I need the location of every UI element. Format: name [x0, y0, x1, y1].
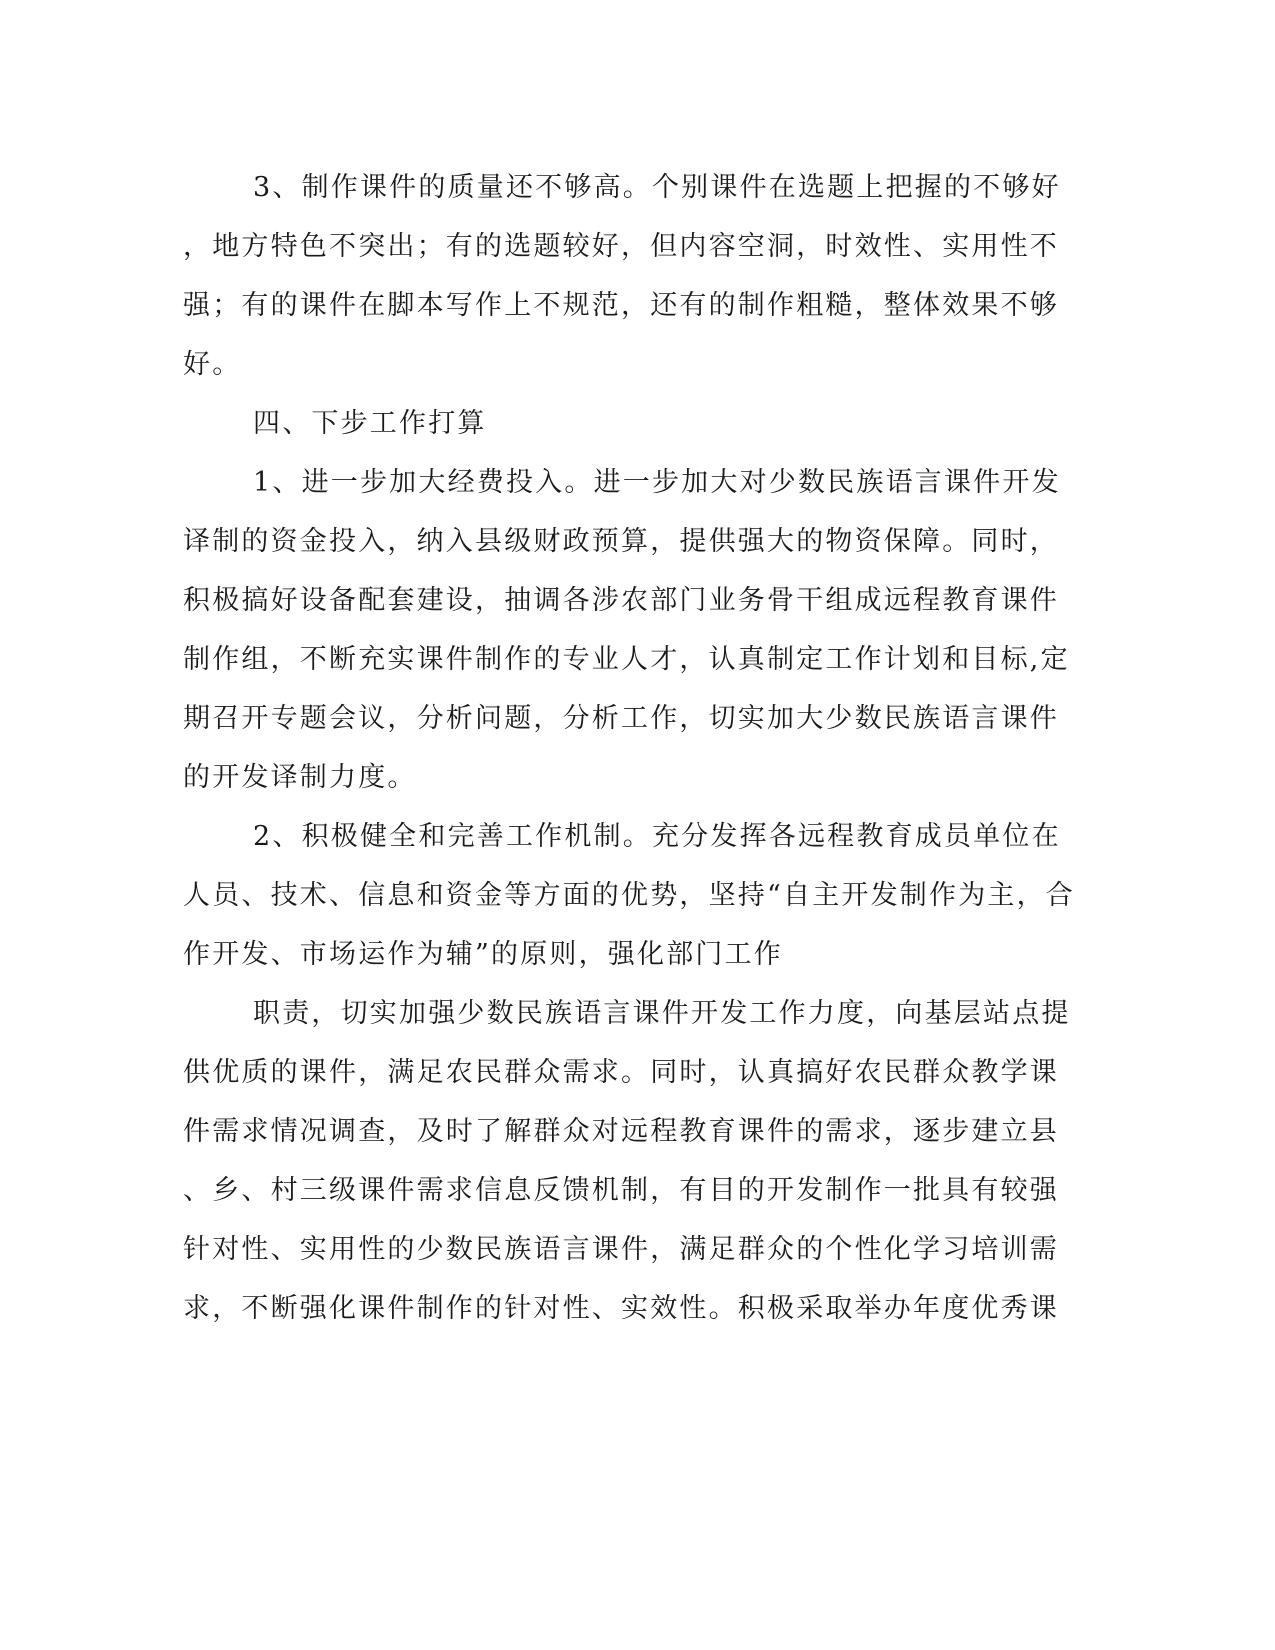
item-2-cont-line-3: 件需求情况调查，及时了解群众对远程教育课件的需求，逐步建立县 — [183, 1116, 1059, 1147]
item-1-line-2: 译制的资金投入，纳入县级财政预算，提供强大的物资保障。同时， — [183, 526, 1059, 557]
paragraph-3-line-3: 强；有的课件在脚本写作上不规范，还有的制作粗糙，整体效果不够 — [183, 290, 1059, 321]
section-heading: 四、下步工作打算 — [253, 408, 487, 439]
item-2-cont-line-6: 求，不断强化课件制作的针对性、实效性。积极采取举办年度优秀课 — [183, 1293, 1059, 1324]
item-2-line-1: 2、积极健全和完善工作机制。充分发挥各远程教育成员单位在 — [253, 821, 1061, 852]
item-2-line-2: 人员、技术、信息和资金等方面的优势，坚持“自主开发制作为主，合 — [183, 880, 1076, 911]
document-body — [183, 158, 1076, 1338]
item-1-line-4: 制作组，不断充实课件制作的专业人才，认真制定工作计划和目标,定 — [183, 644, 1070, 675]
item-1-line-5: 期召开专题会议，分析问题，分析工作，切实加大少数民族语言课件 — [183, 703, 1059, 734]
item-2-cont-line-4: 、乡、村三级课件需求信息反馈机制，有目的开发制作一批具有较强 — [183, 1175, 1059, 1206]
item-2-cont-line-5: 针对性、实用性的少数民族语言课件，满足群众的个性化学习培训需 — [183, 1234, 1059, 1265]
item-1-line-3: 积极搞好设备配套建设，抽调各涉农部门业务骨干组成远程教育课件 — [183, 585, 1059, 616]
item-1-line-6: 的开发译制力度。 — [183, 762, 417, 793]
item-1-line-1: 1、进一步加大经费投入。进一步加大对少数民族语言课件开发 — [253, 467, 1061, 498]
paragraph-3-line-2: ，地方特色不突出；有的选题较好，但内容空洞，时效性、实用性不 — [183, 231, 1059, 262]
item-2-cont-line-2: 供优质的课件，满足农民群众需求。同时，认真搞好农民群众教学课 — [183, 1057, 1059, 1088]
paragraph-3-line-4: 好。 — [183, 349, 242, 380]
paragraph-3-line-1: 3、制作课件的质量还不够高。个别课件在选题上把握的不够好 — [253, 172, 1061, 203]
item-2-cont-line-1: 职责，切实加强少数民族语言课件开发工作力度，向基层站点提 — [253, 998, 1071, 1029]
item-2-line-3: 作开发、市场运作为辅”的原则，强化部门工作 — [183, 939, 784, 970]
